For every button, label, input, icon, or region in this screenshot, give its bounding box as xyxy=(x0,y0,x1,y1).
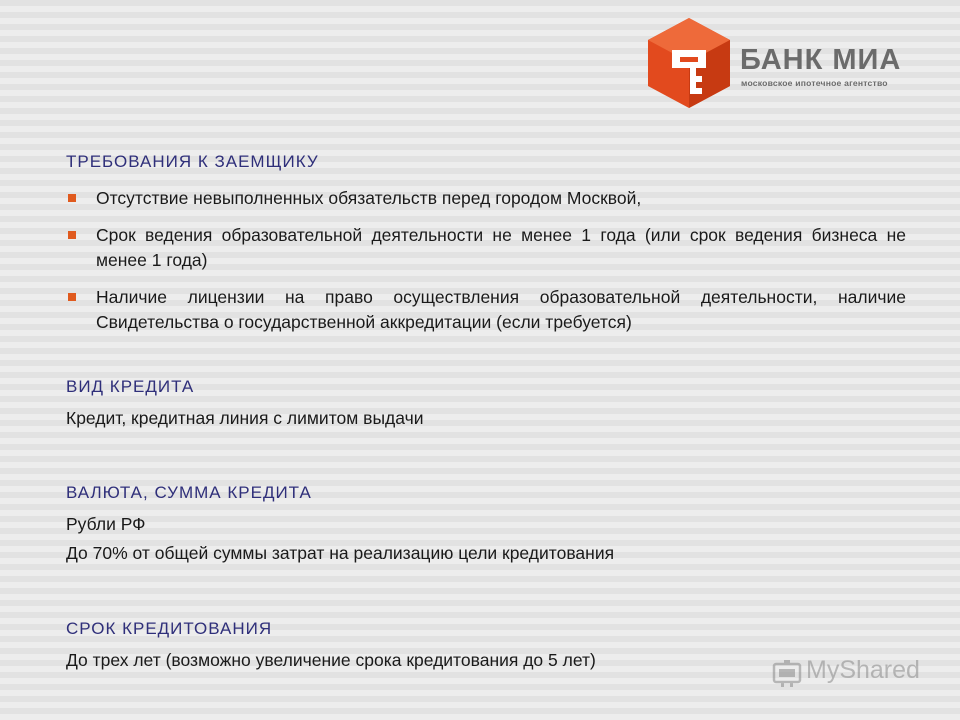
square-bullet-icon xyxy=(68,231,76,239)
logo-mark-icon xyxy=(646,16,732,110)
bank-logo xyxy=(646,16,936,110)
square-bullet-icon xyxy=(68,194,76,202)
section-heading-currency-amount: ВАЛЮТА, СУММА КРЕДИТА xyxy=(66,483,312,502)
logo-subtitle: московское ипотечное агентство xyxy=(741,78,888,88)
bullet-text: Срок ведения образовательной деятельности не менее 1 года (или срок ведения бизнеса не менее 1 года) xyxy=(96,225,906,270)
watermark xyxy=(772,656,932,692)
section-heading-term: СРОК КРЕДИТОВАНИЯ xyxy=(66,619,273,638)
currency-text: Рубли РФ xyxy=(66,514,146,534)
watermark-text: MyShared xyxy=(806,656,920,684)
bullet-text: Наличие лицензии на право осуществления образовательной деятельности, наличие Свидетельства о государственной аккредитации (если требуется) xyxy=(96,287,906,332)
logo-title: БАНК МИА xyxy=(740,44,902,76)
list-item xyxy=(66,285,906,335)
list-item xyxy=(66,223,906,273)
list-item xyxy=(66,186,906,211)
amount-text: До 70% от общей суммы затрат на реализацию цели кредитования xyxy=(66,543,615,563)
requirements-list xyxy=(66,186,906,347)
square-bullet-icon xyxy=(68,293,76,301)
bullet-text: Отсутствие невыполненных обязательств перед городом Москвой, xyxy=(96,188,642,208)
credit-type-text: Кредит, кредитная линия с лимитом выдачи xyxy=(66,408,424,428)
section-heading-requirements: ТРЕБОВАНИЯ К ЗАЕМЩИКУ xyxy=(66,152,319,171)
section-heading-credit-type: ВИД КРЕДИТА xyxy=(66,377,195,396)
projector-icon xyxy=(772,658,802,688)
term-text: До трех лет (возможно увеличение срока кредитования до 5 лет) xyxy=(66,650,596,670)
